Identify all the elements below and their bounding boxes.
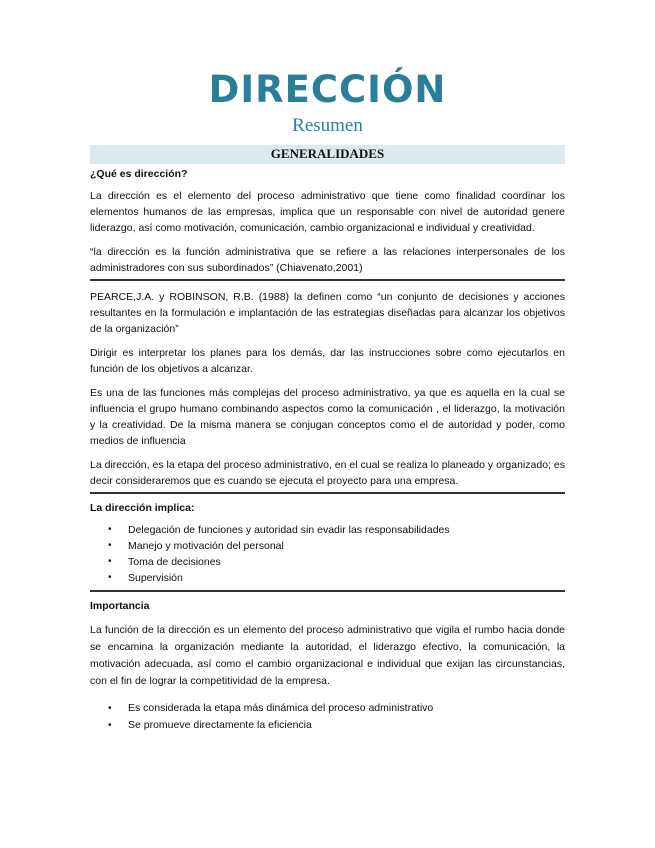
importancia-paragraph: La función de la dirección es un elemento del proceso administrativo que vigila el rumbo hacia donde se encamina la organización mediante la autoridad, el liderazgo efectivo, la comunicación, la motivación adecuada, así como el cambio organizacional e individual que exijan las circunstancias, con el fin de lograr la competitividad de la empresa. <box>90 624 565 687</box>
bullet-icon: • <box>108 703 112 714</box>
list-item <box>90 554 565 570</box>
list-item-text: Manejo y motivación del personal <box>128 540 284 552</box>
bullet-icon: • <box>108 524 112 535</box>
bullet-icon: • <box>108 572 112 583</box>
section-header-generalidades: GENERALIDADES <box>90 145 565 164</box>
complexity-paragraph: Es una de las funciones más complejas del proceso administrativo, ya que es aquella en la cual se influencia el grupo humano combinando aspectos como la comunicación , el liderazgo, la motivación y la creatividad. De la misma manera se conjugan conceptos como el de autoridad y poder, como medios de influencia <box>90 387 565 447</box>
question-heading: ¿Qué es dirección? <box>90 168 188 180</box>
implica-heading: La dirección implica: <box>90 502 195 514</box>
list-item-text: Delegación de funciones y autoridad sin evadir las responsabilidades <box>128 524 450 536</box>
bullet-icon: • <box>108 556 112 567</box>
list-item <box>90 522 565 538</box>
divider <box>90 279 565 281</box>
list-item-text: Supervisión <box>128 572 183 584</box>
document-title: DIRECCIÓN <box>208 68 447 111</box>
importancia-heading: Importancia <box>90 600 150 612</box>
list-item-text: Es considerada la etapa más dinámica del proceso administrativo <box>128 702 434 714</box>
dirigir-paragraph: Dirigir es interpretar los planes para los demás, dar las instrucciones sobre como ejecutarlos en función de los objetivos a alcanzar. <box>90 347 565 375</box>
document-content <box>90 145 565 738</box>
pearce-robinson-paragraph: PEARCE,J.A. y ROBINSON, R.B. (1988) la definen como “un conjunto de decisiones y acciones resultantes en la formulación e implantación de las estrategias diseñadas para alcanzar los objetivos de la organización” <box>90 291 565 335</box>
list-item <box>90 538 565 554</box>
chiavenato-quote: “la dirección es la función administrativa que se refiere a las relaciones interpersonales de los administradores con sus subordinados” (Chiavenato,2001) <box>90 246 565 274</box>
divider <box>90 590 565 592</box>
list-item-text: Se promueve directamente la eficiencia <box>128 719 312 731</box>
bullet-icon: • <box>108 720 112 731</box>
list-item <box>90 700 565 717</box>
list-item <box>90 570 565 586</box>
divider <box>90 492 565 494</box>
implica-list <box>90 522 565 586</box>
bullet-icon: • <box>108 540 112 551</box>
list-item-text: Toma de decisiones <box>128 556 221 568</box>
definition-paragraph: La dirección es el elemento del proceso administrativo que tiene como finalidad coordinar los elementos humanos de las empresas, implica que un responsable con nivel de autoridad genere liderazgo, así como motivación, comunicación, cambio organizacional e individual y creatividad. <box>90 190 565 234</box>
list-item <box>90 717 565 734</box>
etapa-paragraph: La dirección, es la etapa del proceso administrativo, en el cual se realiza lo planeado y organizado; es decir consideraremos que es cuando se ejecuta el proyecto para una empresa. <box>90 459 565 487</box>
importancia-list <box>90 700 565 734</box>
document-subtitle: Resumen <box>292 115 363 136</box>
